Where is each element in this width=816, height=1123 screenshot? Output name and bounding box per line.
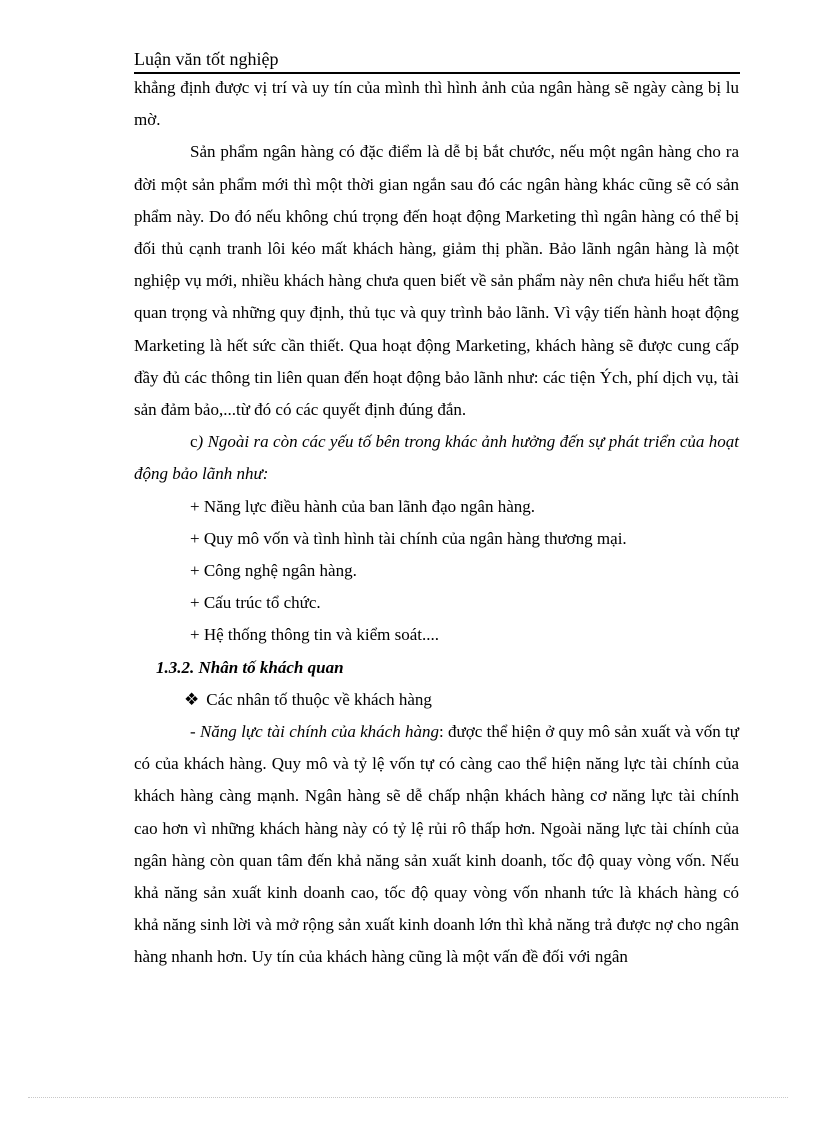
- list-item: + Cấu trúc tổ chức.: [190, 593, 321, 613]
- paragraph-continuation: khẳng định được vị trí và uy tín của mình thì hình ảnh của ngân hàng sẽ ngày càng bị lu mờ.: [134, 78, 739, 130]
- section-heading: 1.3.2. Nhân tố khách quan: [156, 657, 344, 677]
- paragraph-label-c: c: [190, 432, 198, 452]
- page-body: [134, 72, 739, 974]
- bullet-heading-text: Các nhân tố thuộc về khách hàng: [206, 689, 432, 709]
- paragraph-financial-body: : được thể hiện ở quy mô sản xuất và vốn tự có của khách hàng. Quy mô và tỷ lệ vốn tự có càng cao thể hiện năng lực tài chính của khách hàng càng mạnh. Ngân hàng sẽ dễ chấp nhận khách hàng cơ năng lực tài chính cao hơn vì những khách hàng này có tỷ lệ rủi rô thấp hơn. Ngoài năng lực tài chính của ngân hàng còn quan tâm đến khả năng sản xuất kinh doanh, tốc độ quay vòng vốn. Nếu khả năng sản xuất kinh doanh cao, tốc độ quay vòng vốn nhanh tức là khách hàng có khả năng sinh lời và mở rộng sản xuất kinh doanh lớn thì khả năng trả được nợ cho ngân hàng nhanh hơn. Uy tín của khách hàng cũng là một vấn đề đối với ngân: [134, 722, 739, 967]
- paragraph-dash: -: [190, 722, 200, 742]
- paragraph-internal-factors: [134, 426, 739, 490]
- paragraph-marketing: Sản phẩm ngân hàng có đặc điểm là dễ bị bắt chước, nếu một ngân hàng cho ra đời một sản phẩm mới thì một thời gian ngắn sau đó các ngân hàng khác cũng sẽ có sản phẩm này. Do đó nếu không chú trọng đến hoạt động Marketing thì ngân hàng có thể bị đối thủ cạnh tranh lôi kéo mất khách hàng, giảm thị phần. Bảo lãnh ngân hàng là một nghiệp vụ mới, nhiều khách hàng chưa quen biết về sản phẩm này nên chưa hiểu hết tầm quan trọng và những quy định, thủ tục và quy trình bảo lãnh. Vì vậy tiến hành hoạt động Marketing là hết sức cần thiết. Qua hoạt động Marketing, khách hàng sẽ được cung cấp đầy đủ các thông tin liên quan đến hoạt động bảo lãnh như: các tiện Ých, phí dịch vụ, tài sản đảm bảo,...từ đó có các quyết định đúng đắn.: [134, 142, 739, 420]
- list-item: + Hệ thống thông tin và kiểm soát....: [190, 625, 439, 645]
- paragraph-financial-capacity: [134, 716, 739, 974]
- bullet-heading: [134, 684, 739, 716]
- paragraph-italic-lead: Năng lực tài chính của khách hàng: [199, 722, 440, 742]
- page-header-title: Luận văn tốt nghiệp: [134, 49, 279, 69]
- list-item: + Năng lực điều hành của ban lãnh đạo ngân hàng.: [190, 496, 535, 516]
- diamond-bullet-icon: ❖: [184, 689, 200, 709]
- list-item: + Công nghệ ngân hàng.: [190, 561, 357, 581]
- list-item: + Quy mô vốn và tình hình tài chính của ngân hàng thương mại.: [190, 528, 627, 548]
- paragraph-internal-factors-text: ) Ngoài ra còn các yếu tố bên trong khác ảnh hưởng đến sự phát triển của hoạt động bảo lãnh như:: [134, 432, 739, 484]
- page-bottom-dotted-border: [28, 1097, 788, 1098]
